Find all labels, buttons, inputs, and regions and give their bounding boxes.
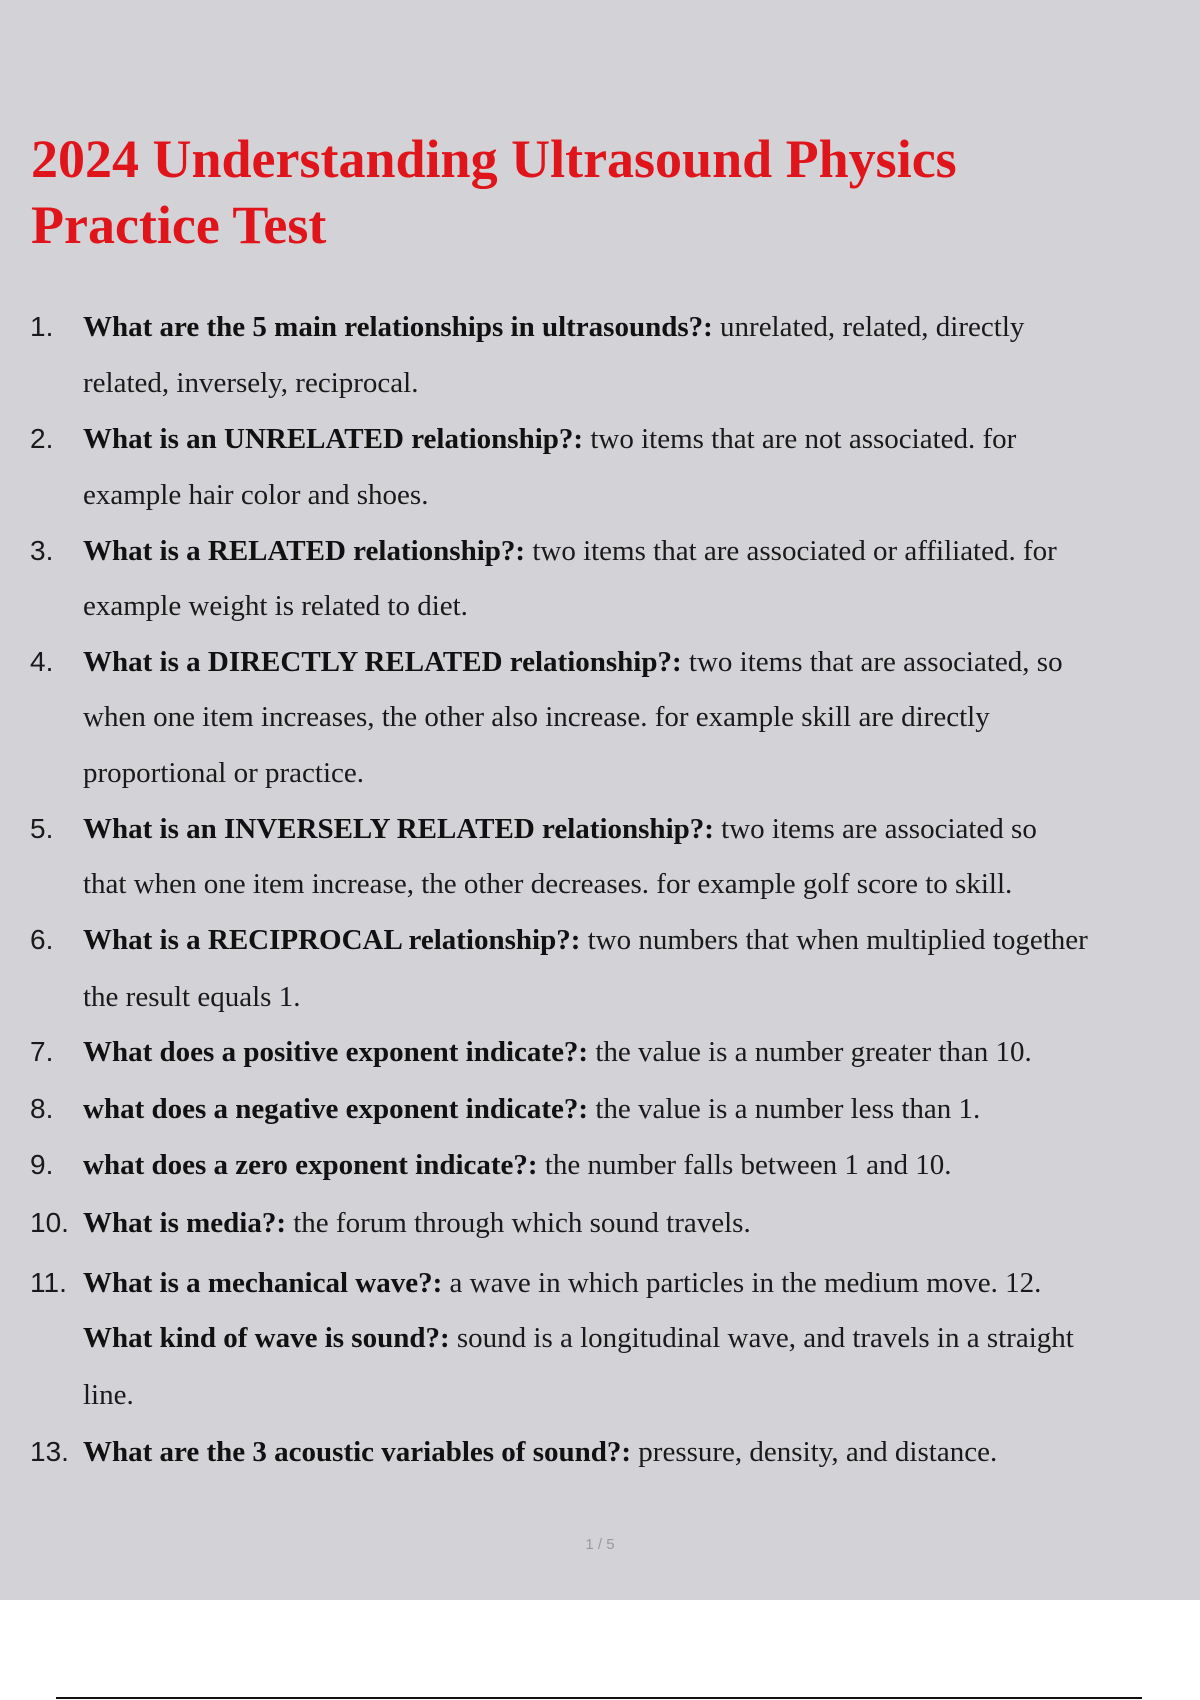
question-number: 2.	[30, 423, 54, 454]
question-text: What are the 3 acoustic variables of sound?:	[83, 1436, 632, 1468]
page-indicator: 1 / 5	[585, 1536, 615, 1553]
question-line	[83, 1318, 1074, 1358]
question-number: 8.	[30, 1093, 54, 1124]
divider-line	[56, 1697, 1142, 1699]
question-text: What are the 5 main relationships in ultrasounds?:	[83, 311, 713, 343]
question-text: What kind of wave is sound?:	[83, 1322, 450, 1354]
question-text: What is a mechanical wave?:	[83, 1267, 443, 1299]
answer-text: sound is a longitudinal wave, and travels in a straight	[449, 1322, 1074, 1354]
question-line	[83, 642, 1063, 682]
question-text: what does a zero exponent indicate?:	[83, 1149, 538, 1181]
question-line	[83, 531, 1057, 571]
answer-continuation: the result equals 1.	[83, 981, 301, 1013]
question-line	[83, 1432, 997, 1472]
answer-continuation: when one item increases, the other also increase. for example skill are directly	[83, 701, 990, 733]
answer-text: the number falls between 1 and 10.	[537, 1149, 952, 1181]
question-number: 4.	[30, 646, 54, 677]
question-line	[83, 920, 1088, 960]
answer-text: a wave in which particles in the medium move. 12.	[442, 1267, 1042, 1299]
question-number: 5.	[30, 813, 54, 844]
title-line-1: 2024 Understanding Ultrasound Physics	[31, 129, 957, 189]
question-number: 3.	[30, 535, 54, 566]
answer-text: pressure, density, and distance.	[631, 1436, 998, 1468]
answer-text: the value is a number greater than 10.	[588, 1036, 1032, 1068]
title-line-2: Practice Test	[31, 195, 327, 255]
answer-continuation: proportional or practice.	[83, 757, 365, 789]
answer-continuation: line.	[83, 1379, 134, 1411]
question-line	[83, 1032, 1032, 1072]
question-line	[83, 1263, 1041, 1303]
answer-continuation: related, inversely, reciprocal.	[83, 367, 419, 399]
question-text: What does a positive exponent indicate?:	[83, 1036, 589, 1068]
question-number: 7.	[30, 1036, 54, 1067]
question-line	[83, 809, 1037, 849]
question-line	[83, 419, 1016, 459]
question-text: What is an UNRELATED relationship?:	[83, 423, 584, 455]
question-text: What is a DIRECTLY RELATED relationship?:	[83, 646, 682, 678]
answer-text: two items are associated so	[713, 813, 1037, 845]
question-number: 10.	[30, 1207, 69, 1238]
question-text: What is a RELATED relationship?:	[83, 535, 526, 567]
question-text: What is a RECIPROCAL relationship?:	[83, 924, 581, 956]
question-line	[83, 1203, 751, 1243]
question-number: 6.	[30, 924, 54, 955]
question-text: what does a negative exponent indicate?:	[83, 1093, 589, 1125]
question-line	[83, 307, 1024, 347]
question-number: 13.	[30, 1436, 69, 1467]
answer-text: unrelated, related, directly	[712, 311, 1025, 343]
answer-continuation: example hair color and shoes.	[83, 479, 429, 511]
answer-text: the value is a number less than 1.	[588, 1093, 981, 1125]
answer-text: two items that are associated or affiliated. for	[525, 535, 1057, 567]
answer-continuation: that when one item increase, the other decreases. for example golf score to skill.	[83, 868, 1013, 900]
answer-text: two items that are not associated. for	[583, 423, 1017, 455]
question-text: What is media?:	[83, 1207, 286, 1239]
question-line	[83, 1145, 952, 1185]
answer-text: two items that are associated, so	[681, 646, 1063, 678]
question-number: 1.	[30, 311, 54, 342]
answer-continuation: example weight is related to diet.	[83, 590, 468, 622]
question-line	[83, 1089, 980, 1129]
question-number: 11.	[30, 1267, 67, 1298]
answer-text: the forum through which sound travels.	[286, 1207, 751, 1239]
question-text: What is an INVERSELY RELATED relationship?:	[83, 813, 714, 845]
answer-text: two numbers that when multiplied together	[580, 924, 1088, 956]
question-number: 9.	[30, 1149, 54, 1180]
